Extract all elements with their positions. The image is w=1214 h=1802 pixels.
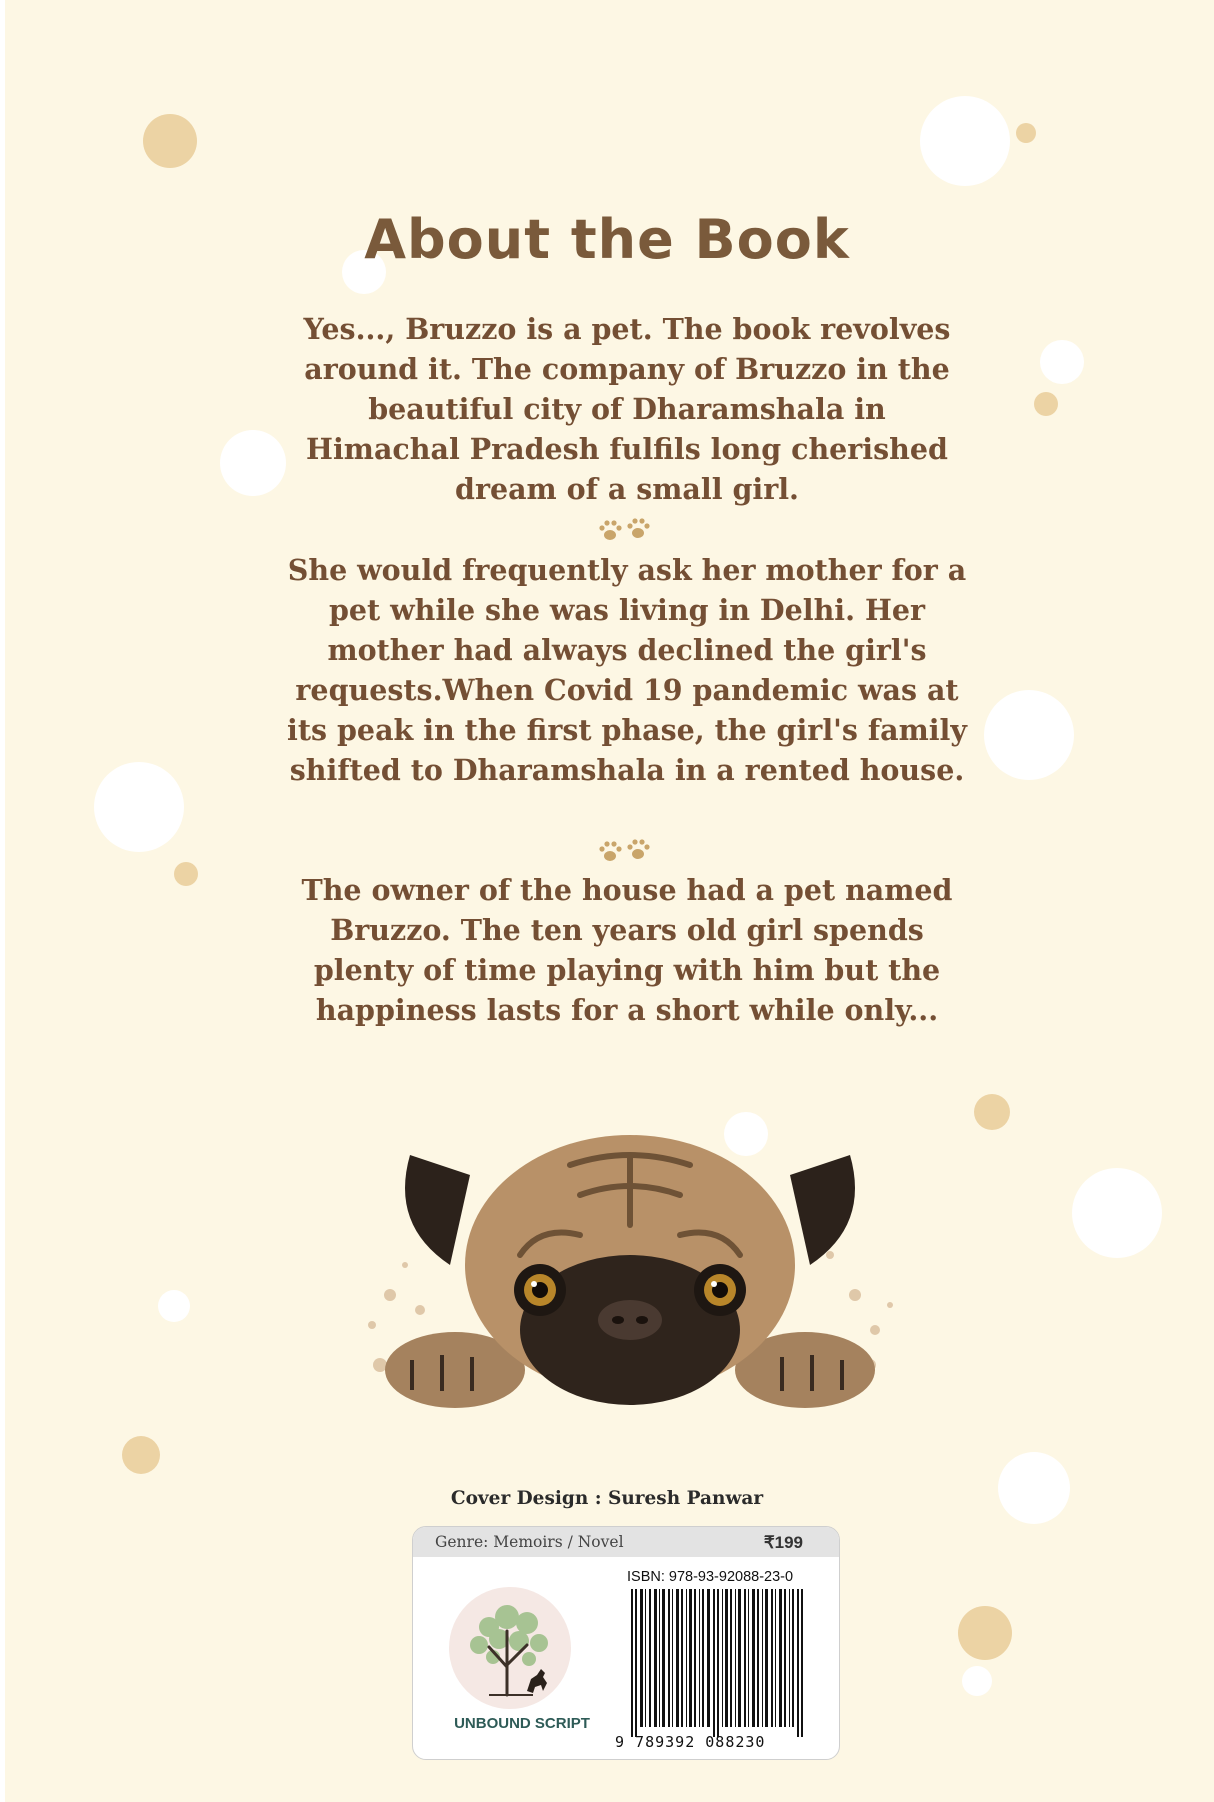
tree-logo-icon <box>449 1587 571 1709</box>
publisher-logo <box>449 1587 571 1709</box>
barcode-digits: 9 789392 088230 <box>615 1733 766 1751</box>
publisher-name: UNBOUND SCRIPT <box>454 1715 590 1732</box>
horse-icon <box>527 1669 547 1693</box>
paragraph-2: She would frequently ask her mother for a pet while she was living in Delhi. Her mother had always declined the girl's requests.When Covid 19 pandemic was at its peak in the first phase, the girl's family shifted to Dharamshala in a rented house. <box>287 553 967 787</box>
isbn-label: ISBN: 978-93-92088-23-0 <box>627 1569 794 1585</box>
genre-label: Genre: Memoirs / Novel <box>435 1533 624 1551</box>
decor-dot <box>920 96 1010 186</box>
page-title: About the Book <box>364 208 850 271</box>
decor-dot <box>962 1666 992 1696</box>
decor-dot <box>974 1094 1010 1130</box>
decor-dot <box>94 762 184 852</box>
paw-prints-icon <box>596 516 656 544</box>
paw-prints-icon <box>596 837 656 865</box>
decor-dot <box>174 862 198 886</box>
decor-dot <box>1034 392 1058 416</box>
decor-dot <box>1040 340 1084 384</box>
cover-design-credit: Cover Design : Suresh Panwar <box>450 1488 764 1509</box>
decor-dot <box>1016 123 1036 143</box>
pug-illustration <box>350 1115 910 1415</box>
decor-dot <box>984 690 1074 780</box>
barcode <box>631 1589 805 1737</box>
price-label: ₹199 <box>763 1533 803 1552</box>
decor-dot <box>158 1290 190 1322</box>
paragraph-3: The owner of the house had a pet named Bruzzo. The ten years old girl spends plenty of time playing with him but the happiness lasts for a short while only... <box>301 873 953 1027</box>
panel-header <box>413 1527 839 1557</box>
paragraph-1: Yes..., Bruzzo is a pet. The book revolves around it. The company of Bruzzo in the beautiful city of Dharamshala in Himachal Pradesh fulfils long cherished dream of a small girl. <box>303 312 951 506</box>
barcode-panel <box>412 1526 840 1760</box>
decor-dot <box>143 114 197 168</box>
decor-dot <box>958 1606 1012 1660</box>
decor-dot <box>122 1436 160 1474</box>
decor-dot <box>220 430 286 496</box>
decor-dot <box>1072 1168 1162 1258</box>
